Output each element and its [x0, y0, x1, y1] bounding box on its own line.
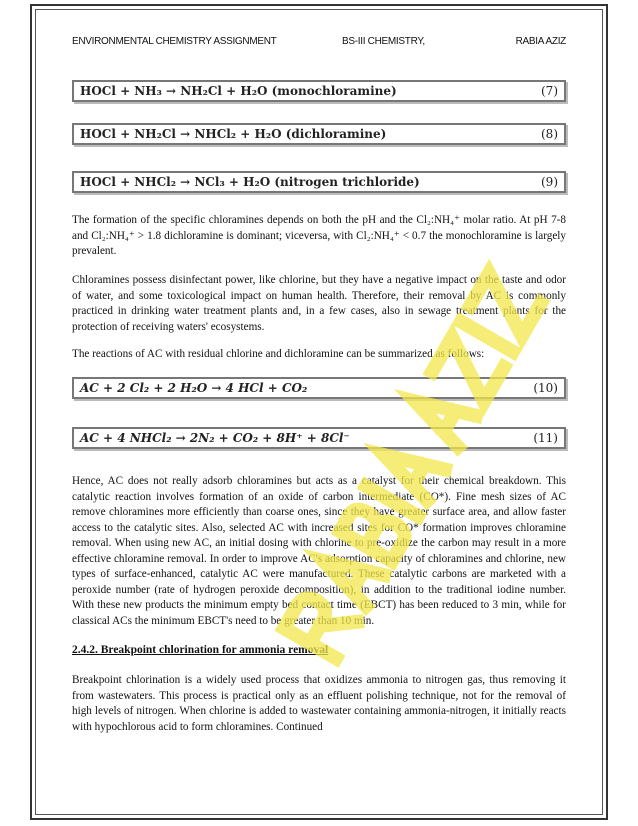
equation-8 [72, 123, 566, 145]
equation-9 [72, 171, 566, 193]
equation-text: AC + 4 NHCl₂ → 2N₂ + CO₂ + 8H⁺ + 8Cl⁻ [80, 431, 350, 445]
paragraph-breakpoint-chlorination: Breakpoint chlorination is a widely used process that oxidizes ammonia to nitrogen gas, thus removing it from wastewaters. This process is practical only as an effluent polishing technique, not for the removal of high levels of nitrogen. When chlorine is added to wastewater containing ammonia-nitrogen, it initially reacts with hypochlorous acid to form chloramines. Continued [72, 674, 566, 733]
equation-text: HOCl + NHCl₂ → NCl₃ + H₂O (nitrogen trichloride) [80, 175, 420, 189]
paragraph-reactions-intro: The reactions of AC with residual chlorine and dichloramine can be summarized as follows: [72, 348, 485, 360]
section-heading: 2.4.2. Breakpoint chlorination for ammonia removal [72, 644, 329, 656]
paragraph-chloramine-formation: The formation of the specific chloramines depends on both the pH and the Cl₂:NH₄⁺ molar ratio. At pH 7-8 and Cl₂:NH₄⁺ > 1.8 dichloramine is dominant; viceversa, with Cl₂:NH₄⁺ < 0.7 the monochloramine is largely prevalent. [72, 214, 566, 257]
equation-number: (7) [541, 84, 558, 98]
equation-number: (8) [541, 127, 558, 141]
equation-text: HOCl + NH₂Cl → NHCl₂ + H₂O (dichloramine) [80, 127, 387, 141]
header-right: RABIA AZIZ [515, 36, 566, 47]
page-header [72, 36, 566, 52]
equation-7 [72, 80, 566, 102]
equation-text: AC + 2 Cl₂ + 2 H₂O → 4 HCl + CO₂ [80, 381, 308, 395]
equation-number: (9) [541, 175, 558, 189]
paragraph-catalytic-breakdown: Hence, AC does not really adsorb chloramines but acts as a catalyst for their chemical breakdown. This catalytic reaction involves formation of an oxide of carbon intermediate (CO*). Fine mesh sizes of AC remove chloramines more efficiently than coarse ones, since they have greater surface area, and allow faster access to the catalytic sites. Also, selected AC with increased sites for CO* formation improves chloramine removal. When using new AC, an initial dosing with chlorine to pre-oxidize the carbon may result in a more effective chloramine removal. In order to improve AC's adsorption capacity of chloramines and chlorine, new types of surface-enhanced, catalytic AC were manufactured. These catalytic carbons are marketed with a peroxide number (rate of hydrogen peroxide decomposition), in addition to the traditional iodine number. With these new products the minimum empty bed contact time (EBCT) has been reduced to 3 min, while for classical ACs the minimum EBCT's need to be greater than 10 min. [72, 475, 566, 627]
equation-number: (11) [533, 431, 558, 445]
equation-text: HOCl + NH₃ → NH₂Cl + H₂O (monochloramine) [80, 84, 397, 98]
equation-10 [72, 377, 566, 399]
header-middle: BS-III CHEMISTRY, [342, 36, 425, 47]
paragraph-chloramine-removal: Chloramines possess disinfectant power, like chlorine, but they have a negative impact on the taste and odor of water, and some toxicological impact on human health. Therefore, their removal by AC is commonly practiced in drinking water treatment plants and, in a few cases, also in sewage treatment plants for the protection of receiving waters' ecosystems. [72, 274, 566, 333]
equation-number: (10) [533, 381, 558, 395]
header-left: ENVIRONMENTAL CHEMISTRY ASSIGNMENT [72, 36, 277, 47]
equation-11 [72, 427, 566, 449]
